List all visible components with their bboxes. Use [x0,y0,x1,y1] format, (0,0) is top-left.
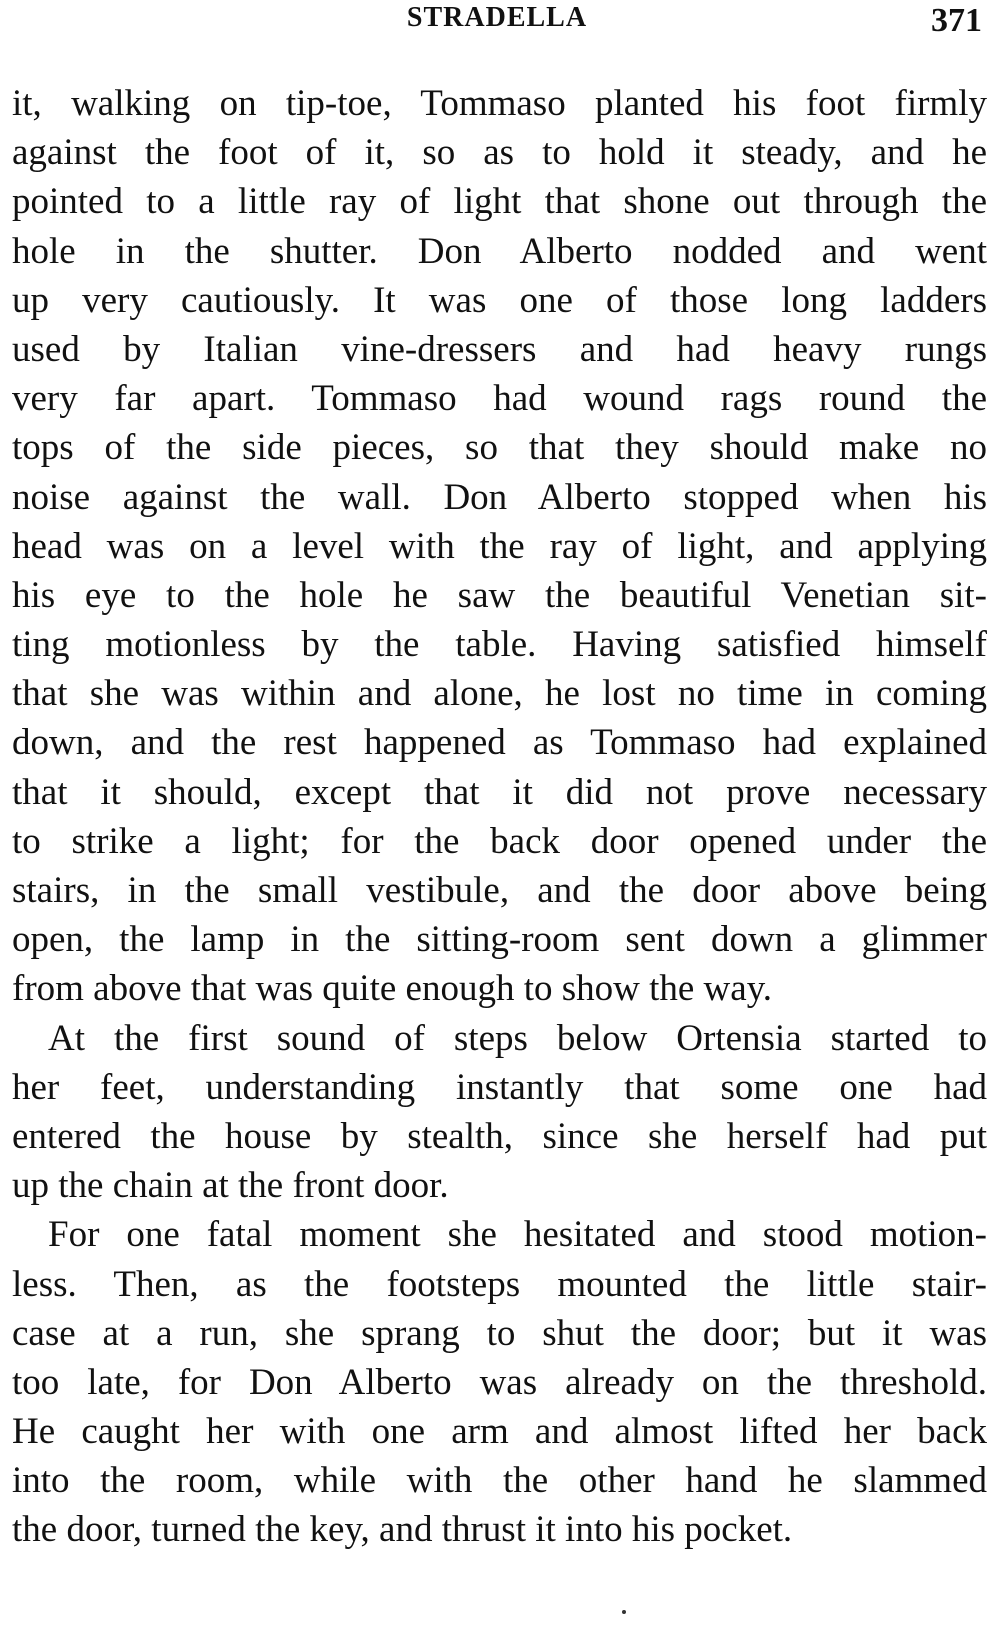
text-line: head was on a level with the ray of light, and applying [12,525,987,567]
text-line: that it should, except that it did not prove necessary [12,771,987,813]
text-line: ting motionless by the table. Having satisfied himself [12,624,987,666]
page-number: 371 [931,2,982,39]
paragraph-2 [12,1014,987,1211]
paragraph-1 [12,79,987,1014]
text-line: entered the house by stealth, since she herself had put [12,1115,987,1157]
running-title: STRADELLA [406,2,588,33]
text-line: her feet, understanding instantly that some one had [12,1066,987,1108]
text-line: pointed to a little ray of light that shone out through the [12,181,987,223]
text-line: the door, turned the key, and thrust it into his pocket. [12,1509,793,1551]
text-line: into the room, while with the other hand he slammed [12,1460,987,1502]
text-line: that she was within and alone, he lost no time in coming [12,673,987,715]
text-line: his eye to the hole he saw the beautiful Venetian sit- [12,574,987,616]
text-line: too late, for Don Alberto was already on the threshold. [12,1361,987,1403]
printer-mark [622,1610,626,1614]
running-head [12,2,982,46]
text-line: down, and the rest happened as Tommaso had explained [12,722,987,764]
text-line: used by Italian vine-dressers and had heavy rungs [12,328,987,370]
text-line: hole in the shutter. Don Alberto nodded and went [12,230,987,272]
text-line: case at a run, she sprang to shut the door; but it was [12,1312,987,1354]
text-line: less. Then, as the footsteps mounted the little stair- [12,1263,987,1305]
body-text [12,79,987,1555]
text-line: from above that was quite enough to show the way. [12,968,773,1010]
text-line: At the first sound of steps below Ortensia started to [48,1017,987,1059]
text-line: tops of the side pieces, so that they should make no [12,427,987,469]
text-line: noise against the wall. Don Alberto stopped when his [12,476,987,518]
text-line: up the chain at the front door. [12,1165,449,1207]
text-line: He caught her with one arm and almost lifted her back [12,1411,987,1453]
text-line: open, the lamp in the sitting-room sent down a glimmer [12,919,987,961]
text-line: it, walking on tip-toe, Tommaso planted his foot firmly [12,83,987,124]
text-line: For one fatal moment she hesitated and stood motion- [48,1214,987,1256]
text-line: stairs, in the small vestibule, and the door above being [12,870,987,911]
text-line: very far apart. Tommaso had wound rags round the [12,378,987,420]
text-line: to strike a light; for the back door opened under the [12,820,987,862]
paragraph-3 [12,1210,987,1554]
text-line: against the foot of it, so as to hold it steady, and he [12,132,987,174]
text-line: up very cautiously. It was one of those long ladders [12,279,987,321]
